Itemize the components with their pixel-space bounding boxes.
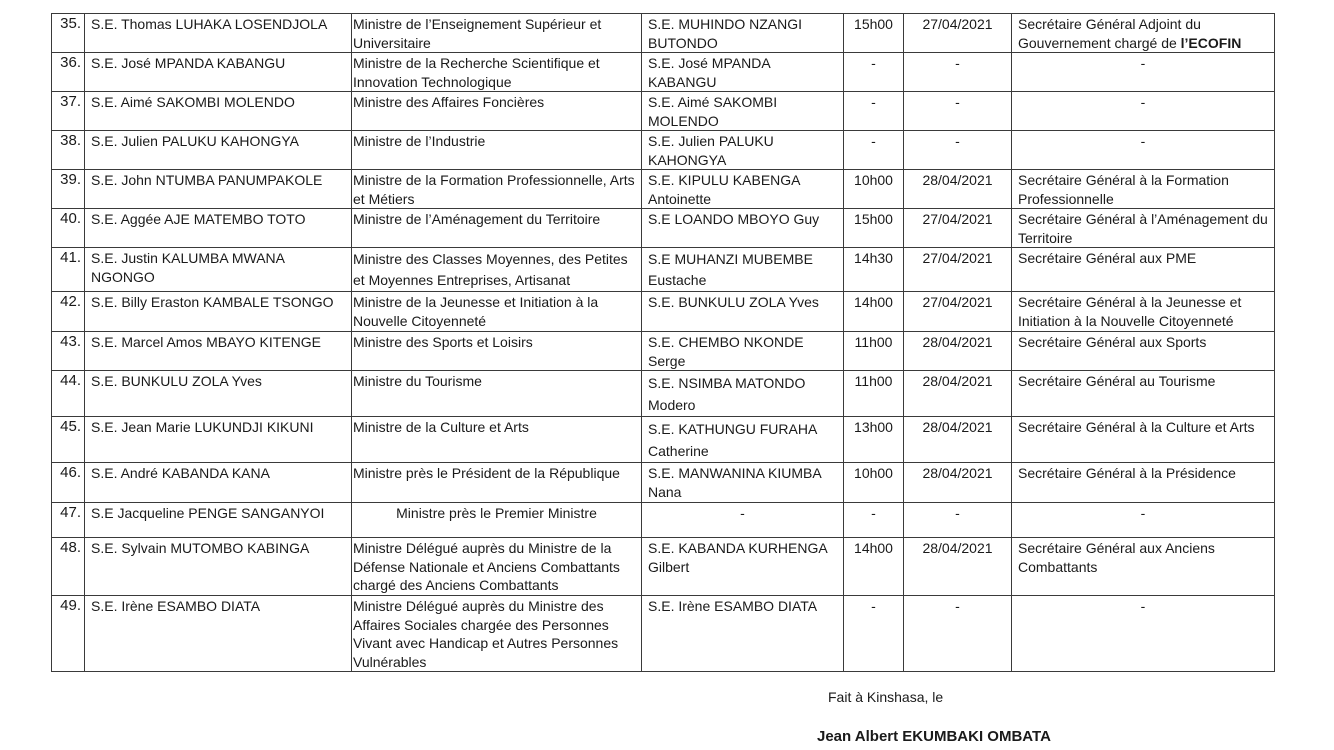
- incoming-official: S.E. KATHUNGU FURAHA Catherine: [642, 417, 844, 463]
- outgoing-minister: S.E. Aimé SAKOMBI MOLENDO: [85, 92, 352, 131]
- place-and-date-line: Fait à Kinshasa, le: [828, 689, 944, 705]
- incoming-official: S.E. KIPULU KABENGA Antoinette: [642, 170, 844, 209]
- date: 27/04/2021: [904, 248, 1012, 292]
- outgoing-minister: S.E. Sylvain MUTOMBO KABINGA: [85, 538, 352, 596]
- secretary-general: -: [1012, 503, 1275, 538]
- outgoing-minister: S.E. Thomas LUHAKA LOSENDJOLA: [85, 14, 352, 53]
- outgoing-minister: S.E. Justin KALUMBA MWANA NGONGO: [85, 248, 352, 292]
- incoming-official: S.E. BUNKULU ZOLA Yves: [642, 292, 844, 332]
- table-row: [52, 332, 1275, 371]
- handover-table: [51, 13, 1275, 672]
- date: 27/04/2021: [904, 292, 1012, 332]
- ministry: Ministre de la Culture et Arts: [352, 417, 642, 463]
- time: 15h00: [844, 14, 904, 53]
- table-row: [52, 503, 1275, 538]
- ministry: Ministre de la Recherche Scientifique et Innovation Technologique: [352, 53, 642, 92]
- row-number: 45.: [52, 417, 85, 463]
- table-row: [52, 14, 1275, 53]
- table-row: [52, 209, 1275, 248]
- table-row: [52, 53, 1275, 92]
- incoming-official: S.E MUHANZI MUBEMBE Eustache: [642, 248, 844, 292]
- date: 27/04/2021: [904, 14, 1012, 53]
- incoming-official: S.E. NSIMBA MATONDO Modero: [642, 371, 844, 417]
- row-number: 38.: [52, 131, 85, 170]
- secretary-bold: l’ECOFIN: [1180, 34, 1242, 51]
- row-number: 48.: [52, 538, 85, 596]
- time: 10h00: [844, 463, 904, 503]
- ministry: Ministre Délégué auprès du Ministre des Affaires Sociales chargée des Personnes Vivant avec Handicap et Autres Personnes Vulnérables: [352, 596, 642, 672]
- incoming-official: S.E. Aimé SAKOMBI MOLENDO: [642, 92, 844, 131]
- ministry: Ministre des Affaires Foncières: [352, 92, 642, 131]
- outgoing-minister: S.E. Billy Eraston KAMBALE TSONGO: [85, 292, 352, 332]
- secretary-general: Secrétaire Général aux Anciens Combattants: [1012, 538, 1275, 596]
- signatory-name: Jean Albert EKUMBAKI OMBATA: [817, 728, 1051, 745]
- incoming-official: S.E. José MPANDA KABANGU: [642, 53, 844, 92]
- date: -: [904, 596, 1012, 672]
- incoming-official: S.E. Irène ESAMBO DIATA: [642, 596, 844, 672]
- row-number: 36.: [52, 53, 85, 92]
- row-number: 46.: [52, 463, 85, 503]
- time: -: [844, 92, 904, 131]
- secretary-general: Secrétaire Général à la Formation Professionnelle: [1012, 170, 1275, 209]
- row-number: 39.: [52, 170, 85, 209]
- table-row: [52, 248, 1275, 292]
- row-number: 43.: [52, 332, 85, 371]
- date: 28/04/2021: [904, 371, 1012, 417]
- row-number: 35.: [52, 14, 85, 53]
- time: 14h00: [844, 292, 904, 332]
- secretary-general: -: [1012, 92, 1275, 131]
- date: 28/04/2021: [904, 332, 1012, 371]
- table-row: [52, 292, 1275, 332]
- row-number: 40.: [52, 209, 85, 248]
- incoming-official: -: [642, 503, 844, 538]
- outgoing-minister: S.E. Julien PALUKU KAHONGYA: [85, 131, 352, 170]
- row-number: 41.: [52, 248, 85, 292]
- secretary-general: -: [1012, 596, 1275, 672]
- secretary-text: Secrétaire Général Adjoint du Gouvernement chargé de: [1018, 16, 1201, 51]
- date: -: [904, 53, 1012, 92]
- secretary-general: Secrétaire Général aux Sports: [1012, 332, 1275, 371]
- row-number: 47.: [52, 503, 85, 538]
- time: 14h30: [844, 248, 904, 292]
- date: -: [904, 92, 1012, 131]
- table-row: [52, 463, 1275, 503]
- outgoing-minister: S.E. Irène ESAMBO DIATA: [85, 596, 352, 672]
- ministry: Ministre de la Formation Professionnelle, Arts et Métiers: [352, 170, 642, 209]
- secretary-general: Secrétaire Général à l’Aménagement du Territoire: [1012, 209, 1275, 248]
- incoming-official: S.E. MANWANINA KIUMBA Nana: [642, 463, 844, 503]
- row-number: 44.: [52, 371, 85, 417]
- ministry: Ministre Délégué auprès du Ministre de la Défense Nationale et Anciens Combattants chargé des Anciens Combattants: [352, 538, 642, 596]
- outgoing-minister: S.E. Aggée AJE MATEMBO TOTO: [85, 209, 352, 248]
- outgoing-minister: S.E. André KABANDA KANA: [85, 463, 352, 503]
- secretary-general: [1012, 14, 1275, 53]
- ministry: Ministre des Classes Moyennes, des Petites et Moyennes Entreprises, Artisanat: [352, 248, 642, 292]
- incoming-official: S.E. Julien PALUKU KAHONGYA: [642, 131, 844, 170]
- ministry: Ministre du Tourisme: [352, 371, 642, 417]
- time: 10h00: [844, 170, 904, 209]
- row-number: 37.: [52, 92, 85, 131]
- table-row: [52, 417, 1275, 463]
- date: 28/04/2021: [904, 538, 1012, 596]
- table-row: [52, 131, 1275, 170]
- outgoing-minister: S.E Jacqueline PENGE SANGANYOI: [85, 503, 352, 538]
- time: -: [844, 53, 904, 92]
- secretary-general: Secrétaire Général aux PME: [1012, 248, 1275, 292]
- outgoing-minister: S.E. Marcel Amos MBAYO KITENGE: [85, 332, 352, 371]
- time: -: [844, 503, 904, 538]
- ministry: Ministre près le Président de la République: [352, 463, 642, 503]
- date: 28/04/2021: [904, 417, 1012, 463]
- incoming-official: S.E LOANDO MBOYO Guy: [642, 209, 844, 248]
- outgoing-minister: S.E. BUNKULU ZOLA Yves: [85, 371, 352, 417]
- secretary-general: Secrétaire Général au Tourisme: [1012, 371, 1275, 417]
- ministry: Ministre de la Jeunesse et Initiation à la Nouvelle Citoyenneté: [352, 292, 642, 332]
- incoming-official: S.E. KABANDA KURHENGA Gilbert: [642, 538, 844, 596]
- date: 27/04/2021: [904, 209, 1012, 248]
- secretary-general: Secrétaire Général à la Présidence: [1012, 463, 1275, 503]
- incoming-official: S.E. CHEMBO NKONDE Serge: [642, 332, 844, 371]
- table-row: [52, 371, 1275, 417]
- time: 11h00: [844, 332, 904, 371]
- time: 11h00: [844, 371, 904, 417]
- secretary-general: Secrétaire Général à la Jeunesse et Initiation à la Nouvelle Citoyenneté: [1012, 292, 1275, 332]
- ministry: Ministre près le Premier Ministre: [352, 503, 642, 538]
- ministry: Ministre de l’Industrie: [352, 131, 642, 170]
- outgoing-minister: S.E. José MPANDA KABANGU: [85, 53, 352, 92]
- table-row: [52, 92, 1275, 131]
- table-row: [52, 596, 1275, 672]
- ministry: Ministre de l’Aménagement du Territoire: [352, 209, 642, 248]
- row-number: 49.: [52, 596, 85, 672]
- date: 28/04/2021: [904, 170, 1012, 209]
- time: 15h00: [844, 209, 904, 248]
- incoming-official: S.E. MUHINDO NZANGI BUTONDO: [642, 14, 844, 53]
- table-row: [52, 170, 1275, 209]
- ministry: Ministre des Sports et Loisirs: [352, 332, 642, 371]
- secretary-general: -: [1012, 53, 1275, 92]
- row-number: 42.: [52, 292, 85, 332]
- time: -: [844, 596, 904, 672]
- date: -: [904, 131, 1012, 170]
- time: 13h00: [844, 417, 904, 463]
- outgoing-minister: S.E. John NTUMBA PANUMPAKOLE: [85, 170, 352, 209]
- secretary-general: Secrétaire Général à la Culture et Arts: [1012, 417, 1275, 463]
- ministry: Ministre de l’Enseignement Supérieur et Universitaire: [352, 14, 642, 53]
- date: 28/04/2021: [904, 463, 1012, 503]
- time: 14h00: [844, 538, 904, 596]
- time: -: [844, 131, 904, 170]
- date: -: [904, 503, 1012, 538]
- secretary-general: -: [1012, 131, 1275, 170]
- table-row: [52, 538, 1275, 596]
- outgoing-minister: S.E. Jean Marie LUKUNDJI KIKUNI: [85, 417, 352, 463]
